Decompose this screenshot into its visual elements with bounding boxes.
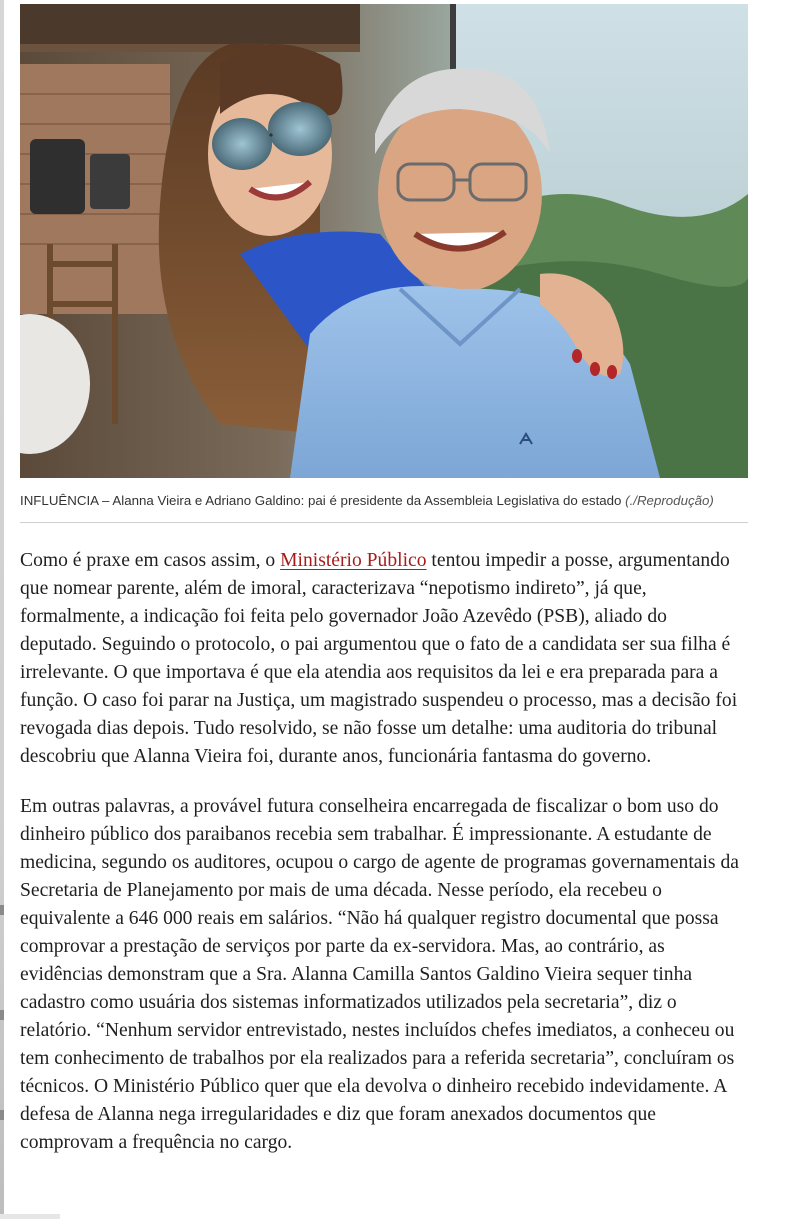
bottom-edge-bar <box>0 1214 60 1219</box>
left-edge-mark <box>0 1110 4 1120</box>
left-edge-mark <box>0 905 4 915</box>
article-figure <box>20 4 748 523</box>
paragraph-text: Como é praxe em casos assim, o <box>20 550 281 571</box>
article-paragraph-2: Em outras palavras, a provável futura conselheira encarregada de fiscalizar o bom uso do dinheiro público dos paraibanos recebia sem trabalhar. É impressionante. A estudante de medicina, segundo os auditores, ocupou o cargo de agente de programas governamentais da Secretaria de Planejamento por mais de uma década. Nesse período, ela recebeu o equivalente a 646 000 reais em salários. “Não há qualquer registro documental que possa comprovar a prestação de serviços por parte da ex-servidora. Mas, ao contrário, as evidências demonstram que a Sra. Alanna Camilla Santos Galdino Vieira sequer tinha cadastro como usuária dos sistemas informatizados utilizados pela secretaria”, diz o relatório. “Nenhum servidor entrevistado, nestes incluídos chefes imediatos, a conheceu ou tem conhecimento de trabalhos por ela realizados para a referida secretaria”, concluíram os técnicos. O Ministério Público quer que ela devolva o dinheiro recebido indevidamente. A defesa de Alanna nega irregularidades e diz que foram anexados documentos que comprovam a frequência no cargo. <box>20 796 739 1153</box>
article-photo <box>20 4 748 478</box>
ministerio-publico-link[interactable]: Ministério Público <box>280 550 427 571</box>
photo-caption <box>20 492 748 510</box>
paragraph-text: tentou impedir a posse, argumentando que nomear parente, além de imoral, caracterizava “nepotismo indireto”, já que, formalmente, a indicação foi feita pelo governador João Azevêdo (PSB), aliado do deputado. Seguindo o protocolo, o pai argumentou que o fato de a candidata ser sua filha é irrelevante. O que importava é que ela atendia aos requisitos da lei e era preparada para a função. O caso foi parar na Justiça, um magistrado suspendeu o processo, mas a decisão foi revogada dias depois. Tudo resolvido, se não fosse um detalhe: uma auditoria do tribunal descobriu que Alanna Vieira foi, durante anos, funcionária fantasma do governo. <box>20 550 738 767</box>
article <box>20 4 748 1179</box>
caption-text: INFLUÊNCIA – Alanna Vieira e Adriano Galdino: pai é presidente da Assembleia Legislativa do estado <box>20 493 626 508</box>
article-paragraph-1 <box>20 547 748 771</box>
article-photo-image <box>20 4 748 478</box>
left-edge-mark <box>0 1010 4 1020</box>
article-body <box>20 547 748 1157</box>
caption-divider <box>20 522 748 523</box>
left-window-edge <box>0 0 4 1219</box>
caption-credit: (./Reprodução) <box>625 493 714 508</box>
